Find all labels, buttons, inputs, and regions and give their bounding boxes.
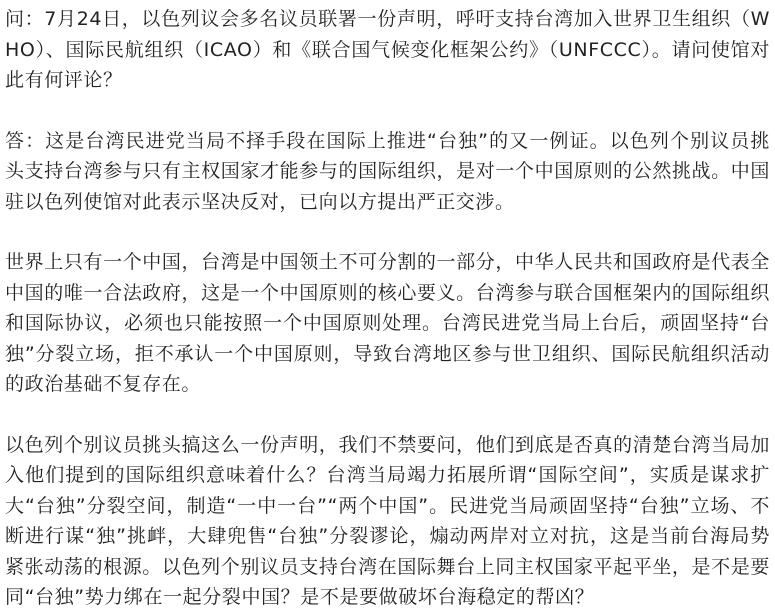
critique-paragraph: 以色列个别议员挑头搞这么一份声明，我们不禁要问，他们到底是否真的清楚台湾当局加入他们提到的国际组织意味着什么？台湾当局竭力拓展所谓“国际空间”，实质是谋求扩大“台独”分裂空间，制造“一中一台”“两个中国”。民进党当局顽固坚持“台独”立场、不断进行谋“独”挑衅，大肆兜售“台独”分裂谬论，煽动两岸对立对抗，这是当前台海局势紧张动荡的根源。以色列个别议员支持台湾在国际舞台上同主权国家平起平坐，是不是要同“台独”势力绑在一起分裂中国？是不是要做破坏台海稳定的帮凶？: [5, 433, 770, 608]
one-china-paragraph: 世界上只有一个中国，台湾是中国领土不可分割的一部分，中华人民共和国政府是代表全中国的唯一合法政府，这是一个中国原则的核心要义。台湾参与联合国框架内的国际组织和国际协议，必须也只能按照一个中国原则处理。台湾民进党当局上台后，顽固坚持“台独”分裂立场，拒不承认一个中国原则，导致台湾地区参与世卫组织、国际民航组织活动的政治基础不复存在。: [5, 251, 770, 395]
article-body: [5, 4, 770, 613]
question-paragraph: 问：7月24日，以色列议会多名议员联署一份声明，呼吁支持台湾加入世界卫生组织（WHO）、国际民航组织（ICAO）和《联合国气候变化框架公约》（UNFCCC）。请问使馆对此有何评论？: [5, 8, 770, 91]
answer-paragraph: 答：这是台湾民进党当局不择手段在国际上推进“台独”的又一例证。以色列个别议员挑头支持台湾参与只有主权国家才能参与的国际组织，是对一个中国原则的公然挑战。中国驻以色列使馆对此表示坚决反对，已向以方提出严正交涉。: [5, 129, 770, 213]
